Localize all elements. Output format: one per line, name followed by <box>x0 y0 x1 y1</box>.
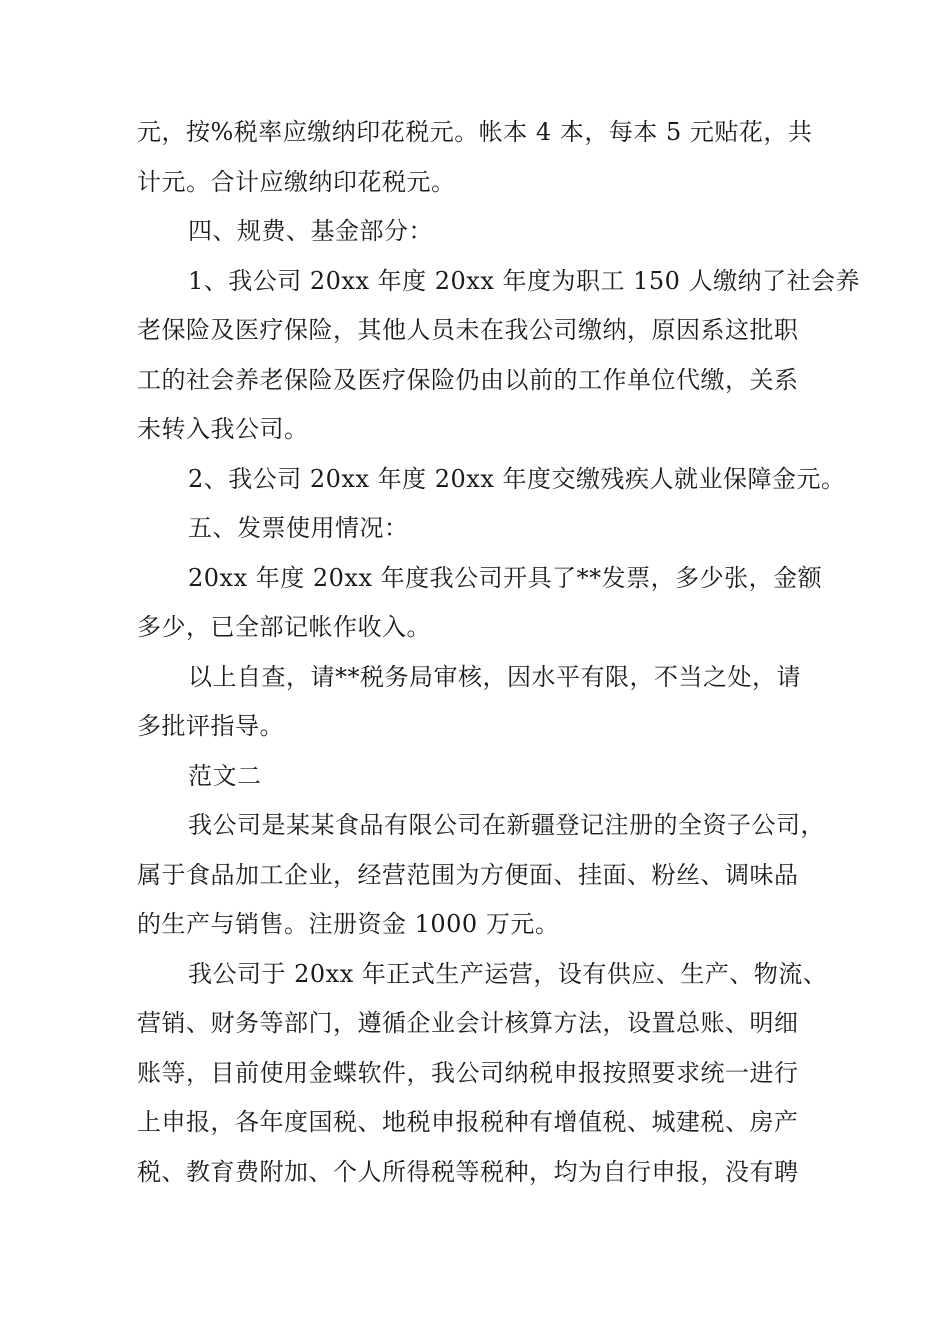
text-line: 以上自查，请**税务局审核，因水平有限，不当之处，请 <box>188 662 801 691</box>
text-line: 多少，已全部记帐作收入。 <box>137 613 431 641</box>
text-line: 老保险及医疗保险，其他人员未在我公司缴纳，原因系这批职 <box>137 316 799 344</box>
text-line: 账等，目前使用金蝶软件，我公司纳税申报按照要求统一进行 <box>137 1058 799 1087</box>
text-line: 我公司是某某食品有限公司在新疆登记注册的全资子公司， <box>188 811 825 839</box>
text-line: 未转入我公司。 <box>137 415 309 443</box>
text-line: 1、我公司 20xx 年度 20xx 年度为职工 150 人缴纳了社会养 <box>188 266 861 295</box>
text-line: 元，按%税率应缴纳印花税元。帐本 4 本，每本 5 元贴花，共 <box>137 118 813 146</box>
text-line: 计元。合计应缴纳印花税元。 <box>137 167 456 196</box>
text-line: 20xx 年度 20xx 年度我公司开具了**发票，多少张，金额 <box>188 563 823 592</box>
text-line: 工的社会养老保险及医疗保险仍由以前的工作单位代缴，关系 <box>137 365 799 394</box>
text-line: 营销、财务等部门，遵循企业会计核算方法，设置总账、明细 <box>137 1009 799 1037</box>
text-line: 的生产与销售。注册资金 1000 万元。 <box>137 910 560 938</box>
text-line: 属于食品加工企业，经营范围为方便面、挂面、粉丝、调味品 <box>137 860 799 889</box>
section-heading: 四、规费、基金部分： <box>188 217 433 245</box>
document-body <box>137 108 861 1197</box>
text-line: 多批评指导。 <box>137 712 284 740</box>
text-line: 我公司于 20xx 年正式生产运营，设有供应、生产、物流、 <box>188 959 828 988</box>
text-line: 2、我公司 20xx 年度 20xx 年度交缴残疾人就业保障金元。 <box>188 464 846 493</box>
text-line: 税、教育费附加、个人所得税等税种，均为自行申报，没有聘 <box>137 1157 799 1186</box>
section-heading: 范文二 <box>188 761 262 790</box>
text-line: 上申报，各年度国税、地税申报税种有增值税、城建税、房产 <box>137 1108 799 1136</box>
section-heading: 五、发票使用情况： <box>188 514 409 542</box>
